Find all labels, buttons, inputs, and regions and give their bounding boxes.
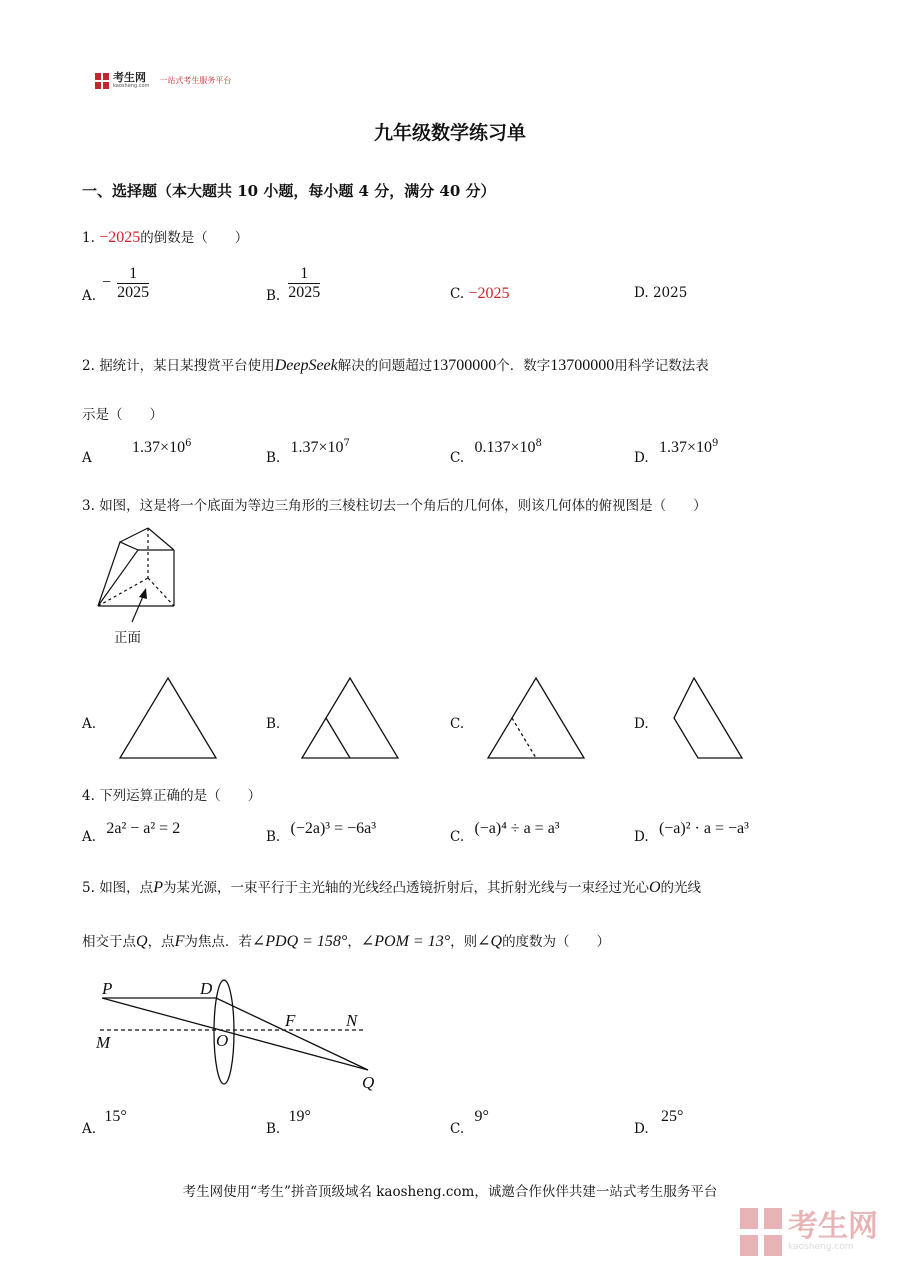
q5-point-o: O (648, 879, 661, 896)
q1-expr: −2025 (99, 229, 141, 246)
q2-option-b[interactable] (266, 438, 350, 466)
fig-label-d: D (200, 979, 213, 998)
q5-a-label: A. (82, 1121, 97, 1137)
q1-b-denominator: 2025 (288, 283, 321, 301)
q5-angle-3: ∠Q (477, 933, 503, 950)
q2-b-exp: 7 (343, 438, 350, 449)
q5-lens-diagram (92, 972, 392, 1094)
q2-text-3: 个．数字 (496, 358, 551, 374)
q5-option-c[interactable] (450, 1108, 489, 1137)
q1-option-a[interactable] (82, 262, 149, 304)
q2-option-d[interactable] (634, 438, 719, 466)
watermark-text-group (788, 1209, 878, 1252)
q2-c-label: C. (450, 449, 465, 466)
q2-d-label: D. (634, 449, 649, 466)
watermark (740, 1208, 878, 1256)
q1-c-label: C. (450, 286, 465, 302)
question-5-line-2 (82, 930, 842, 951)
q5-text-8: ，则 (450, 934, 478, 950)
q5-point-f: F (174, 933, 185, 950)
q1-c-value: −2025 (468, 285, 510, 302)
page-title: 九年级数学练习单 (373, 122, 526, 144)
q2-a-value: 1.37×10 (132, 438, 186, 456)
kaosheng-logo-icon (95, 73, 109, 89)
q4-option-c[interactable] (450, 820, 560, 845)
q4-c-label: C. (450, 829, 465, 845)
q3-c-label: C. (450, 716, 465, 732)
q2-option-a[interactable] (82, 438, 192, 466)
q5-angle-1: ∠PDQ = 158° (251, 933, 348, 950)
q5-text-1: 如图，点 (99, 880, 154, 896)
q1-a-sign: − (102, 274, 112, 291)
q4-option-d[interactable] (634, 820, 749, 845)
q1-d-value: 2025 (652, 285, 688, 301)
q4-c-expr: (−a)⁴ ÷ a = a³ (474, 820, 560, 837)
q5-point-q: Q (136, 933, 148, 950)
q5-d-label: D. (634, 1121, 649, 1137)
q1-option-d[interactable] (634, 285, 687, 301)
logo-text-group (113, 72, 149, 89)
q2-b-label: B. (266, 449, 281, 466)
q4-b-expr: (−2a)³ = −6a³ (290, 820, 377, 837)
q5-c-label: C. (450, 1121, 465, 1137)
question-1 (82, 226, 248, 247)
q2-c-value: 0.137×10 (474, 438, 536, 456)
question-3 (82, 494, 707, 514)
q1-text: 的倒数是（ ） (140, 230, 249, 246)
q5-text-5: ，点 (147, 934, 175, 950)
question-4 (82, 784, 261, 804)
q4-number: 4. (82, 788, 95, 804)
q5-text-4: 相交于点 (82, 934, 136, 950)
q3-c-figure (484, 674, 588, 762)
q2-text-2: 解决的问题超过 (337, 358, 433, 374)
q1-a-numerator: 1 (129, 264, 138, 282)
q4-d-expr: (−a)² · a = −a³ (658, 820, 749, 837)
q3-d-label: D. (634, 716, 649, 732)
q5-b-value: 19° (288, 1108, 311, 1125)
q1-b-label: B. (266, 288, 281, 304)
q3-b-figure (298, 674, 402, 762)
q5-text-7: ， (347, 934, 361, 950)
watermark-text: 考生网 (788, 1209, 878, 1244)
q2-c-exp: 8 (535, 438, 542, 449)
q2-text-1: 据统计，某日某搜赏平台使用 (99, 358, 275, 374)
q1-option-b[interactable] (266, 262, 320, 304)
q3-front-label: 正面 (114, 630, 141, 646)
q3-number: 3. (82, 498, 95, 514)
q5-a-value: 15° (104, 1108, 127, 1125)
q2-line-2: 示是（ ） (82, 407, 163, 423)
q3-d-figure (668, 674, 748, 762)
q1-d-label: D. (634, 285, 649, 301)
q5-option-a[interactable] (82, 1108, 127, 1137)
q2-number-1: 13700000 (432, 357, 497, 374)
q2-d-value: 1.37×10 (658, 438, 712, 456)
q1-a-fraction (117, 265, 149, 302)
question-2 (82, 354, 822, 375)
q4-text: 下列运算正确的是（ ） (99, 788, 262, 804)
q3-option-a[interactable] (82, 716, 96, 732)
q4-b-label: B. (266, 829, 281, 845)
q1-a-denominator: 2025 (117, 283, 150, 301)
q2-deepseek: DeepSeek (274, 357, 338, 374)
q2-a-exp: 6 (185, 438, 192, 449)
logo-slogan: 一站式考生服务平台 (159, 76, 232, 85)
q3-a-label: A. (82, 716, 97, 732)
q4-option-b[interactable] (266, 820, 377, 845)
q5-b-label: B. (266, 1121, 281, 1137)
q4-a-label: A. (82, 829, 97, 845)
fig-label-q: Q (362, 1073, 375, 1092)
q4-option-a[interactable] (82, 820, 181, 845)
q3-arrow-icon (126, 586, 156, 626)
q5-text-9: 的度数为（ ） (502, 934, 611, 950)
q1-a-label: A. (82, 288, 97, 304)
q5-point-p: P (153, 879, 163, 896)
q3-option-b[interactable] (266, 716, 280, 732)
q3-option-d[interactable] (634, 716, 649, 732)
q1-number: 1. (82, 230, 95, 246)
q5-number: 5. (82, 880, 95, 896)
q2-option-c[interactable] (450, 438, 542, 466)
q2-a-label: A (82, 449, 92, 466)
q3-option-c[interactable] (450, 716, 464, 732)
q5-ray-dq (216, 998, 368, 1070)
q1-option-c[interactable] (450, 285, 509, 303)
q5-d-value: 25° (660, 1108, 684, 1125)
q4-d-label: D. (634, 829, 649, 845)
q2-number-2: 13700000 (550, 357, 615, 374)
q5-text-3: 的光线 (660, 880, 702, 896)
fig-label-p: P (102, 979, 113, 998)
q3-text: 如图，这是将一个底面为等边三角形的三棱柱切去一个角后的几何体，则该几何体的俯视图是（ ） (99, 498, 707, 514)
logo-domain: kaosheng.com (113, 83, 150, 89)
q5-option-b[interactable] (266, 1108, 311, 1137)
watermark-logo-icon (740, 1208, 782, 1256)
q5-c-value: 9° (474, 1108, 489, 1125)
fig-label-o: O (216, 1031, 229, 1050)
q5-option-d[interactable] (634, 1108, 684, 1137)
q3-b-label: B. (266, 716, 281, 732)
section-heading: 一、选择题（本大题共 10 小题，每小题 4 分，满分 40 分） (82, 182, 496, 200)
fig-label-f: F (285, 1011, 296, 1030)
fig-label-m: M (96, 1033, 111, 1052)
q4-a-expr: 2a² − a² = 2 (106, 820, 181, 837)
q5-text-6: 为焦点．若 (184, 934, 252, 950)
q1-b-numerator: 1 (300, 264, 309, 282)
q5-angle-2: ∠POM = 13° (360, 933, 451, 950)
q2-text-4: 用科学记数法表 (614, 358, 709, 374)
q5-text-2: 为某光源，一束平行于主光轴的光线经凸透镜折射后，其折射光线与一束经过光心 (162, 880, 649, 896)
logo-text: 考生网 (113, 71, 146, 84)
q5-ray-pq (102, 998, 368, 1070)
q2-d-exp: 9 (711, 438, 719, 449)
q2-b-value: 1.37×10 (290, 438, 344, 456)
q2-number: 2. (82, 358, 95, 374)
page-footer: 考生网使用“考生”拼音顶级域名 kaosheng.com，诚邀合作伙伴共建一站式考生服务平台 (182, 1184, 718, 1200)
q3-a-figure (116, 674, 220, 762)
fig-label-n: N (346, 1011, 358, 1030)
header-logo (95, 72, 231, 89)
question-5 (82, 876, 822, 897)
watermark-domain: kaosheng.com (788, 1242, 854, 1252)
q1-b-fraction (288, 265, 320, 302)
